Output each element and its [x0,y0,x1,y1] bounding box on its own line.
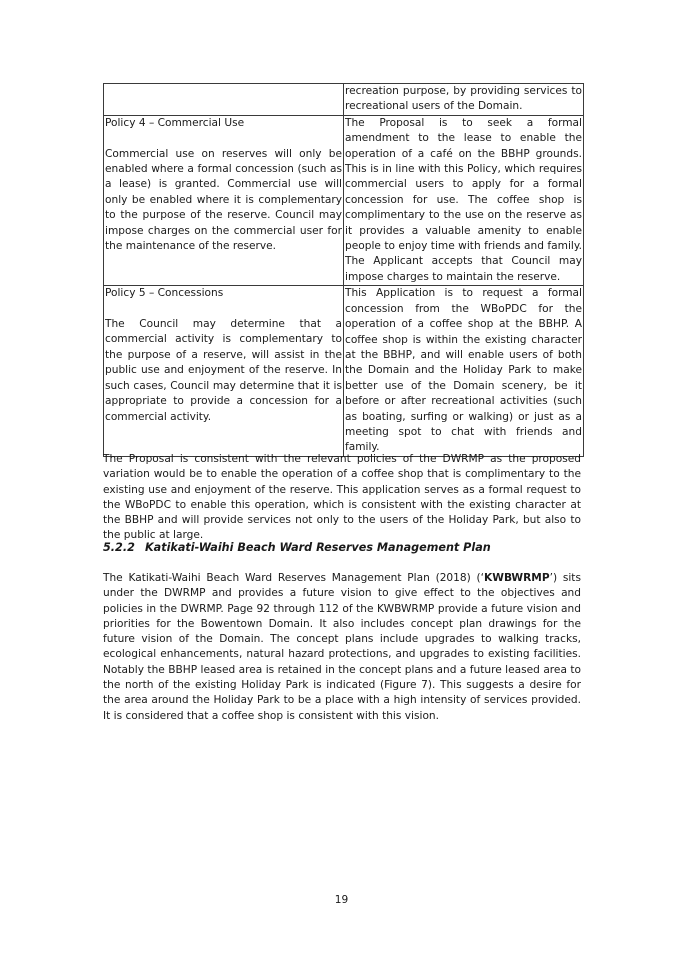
table-row [104,115,584,285]
response-text: recreation purpose, by providing services to recreational users of the Domain. [345,85,582,113]
policy-table [103,83,584,457]
policy-text: Commercial use on reserves will only be enabled where a formal concession (such as a lease) is granted. Commercial use will only be enabled where it is complementary to the purpose of the reserve. Council may impose charges on the commercial user for the maintenance of the reserve. [105,147,342,253]
cell-spacer [105,131,342,146]
policy-cell [104,115,344,285]
response-text: The Proposal is to seek a formal amendment to the lease to enable the operation of a café on the BBHP grounds. This is in line with this Policy, which requires commercial users to apply for a formal concession for use. The coffee shop is complimentary to the use on the reserve as it provides a valuable amenity to enable people to enjoy time with friends and family. The Applicant accepts that Council may impose charges to maintain the reserve. [345,116,582,283]
kwbwrmp-paragraph [103,571,581,724]
section-heading [103,541,491,554]
response-cell [344,84,584,116]
section-number: 5.2.2 [103,541,135,554]
paragraph-body: ’) sits under the DWRMP and provides a future vision to give effect to the objectives and policies in the DWRMP. Page 92 through 112 of the KWBWRMP provide a future vision and priorities for the Bowentown Domain. It also includes concept plan drawings for the future vision of the Domain. The concept plans include upgrades to walking tracks, ecological enhancements, natural hazard protections, and upgrades to existing facilities. Notably the BBHP leased area is retained in the concept plans and a future leased area to the north of the existing Holiday Park is indicated (Figure 7). This suggests a desire for the area around the Holiday Park to be a place with a high intensity of services provided. It is considered that a coffee shop is consistent with this vision. [103,572,581,722]
response-cell [344,115,584,285]
table-row [104,84,584,116]
table-row [104,286,584,456]
section-title: Katikati-Waihi Beach Ward Reserves Management Plan [145,541,491,554]
page-number: 19 [334,894,349,906]
paragraph-lead: The Katikati-Waihi Beach Ward Reserves Management Plan (2018) (‘ [103,572,485,584]
consistency-paragraph: The Proposal is consistent with the relevant policies of the DWRMP as the proposed variation would be to enable the operation of a coffee shop that is complimentary to the existing use and enjoyment of the reserve. This application serves as a formal request to the WBoPDC to enable this operation, which is consistent with the existing character at the BBHP and will provide services not only to the users of the Holiday Park, but also to the public at large. [103,453,581,542]
response-cell [344,286,584,456]
cell-spacer [105,302,342,317]
policy-title: Policy 5 – Concessions [105,287,224,300]
abbreviation: KWBWRMP [484,572,550,584]
policy-text: The Council may determine that a commercial activity is complementary to the purpose of a reserve, will assist in the public use and enjoyment of the reserve. In such cases, Council may determine that it is appropriate to provide a concession for a commercial activity. [105,318,342,423]
policy-title: Policy 4 – Commercial Use [105,116,245,129]
policy-cell [104,84,344,116]
policy-cell [104,286,344,456]
response-text: This Application is to request a formal concession from the WBoPDC for the operation of a coffee shop at the BBHP. A coffee shop is within the existing character at the BBHP, and will enable users of both the Domain and the Holiday Park to make better use of the Domain scenery, be it before or after recreational activities (such as boating, surfing or walking) or just as a meeting spot to chat with friends and family. [345,287,582,454]
